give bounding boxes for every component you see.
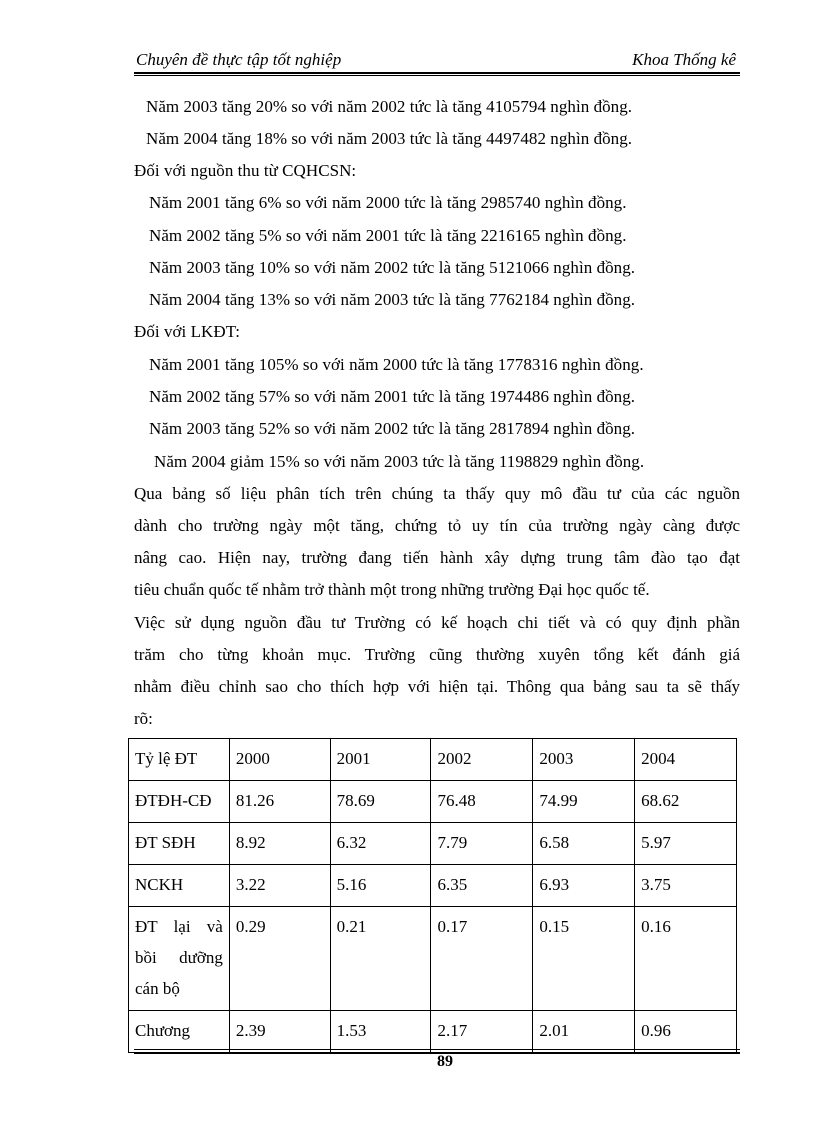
table-cell: 7.79 xyxy=(431,823,533,865)
paragraph-line: nâng cao. Hiện nay, trường đang tiến hành xây dựng trung tâm đào tạo đạt xyxy=(134,548,740,567)
table-row xyxy=(129,907,737,1011)
text-line: Năm 2004 tăng 18% so với năm 2003 tức là tăng 4497482 nghìn đồng. xyxy=(146,129,633,148)
table-header-cell: 2003 xyxy=(533,739,635,781)
table-row xyxy=(129,823,737,865)
table-row xyxy=(129,781,737,823)
table-cell xyxy=(129,907,230,1011)
table-row xyxy=(129,1011,737,1053)
table-cell: 2.01 xyxy=(533,1011,635,1053)
table-cell: ĐTĐH-CĐ xyxy=(129,781,230,823)
table-cell: 81.26 xyxy=(229,781,330,823)
cell-line: bồi dưỡng xyxy=(135,948,223,967)
paragraph-line: dành cho trường ngày một tăng, chứng tỏ uy tín của trường ngày càng được xyxy=(134,516,740,535)
table-cell: 2.17 xyxy=(431,1011,533,1053)
table-cell: 78.69 xyxy=(330,781,431,823)
table-cell: NCKH xyxy=(129,865,230,907)
table-cell: 5.97 xyxy=(635,823,737,865)
text-line: Năm 2002 tăng 57% so với năm 2001 tức là tăng 1974486 nghìn đồng. xyxy=(149,387,636,406)
table-cell: 68.62 xyxy=(635,781,737,823)
table-header-cell: 2004 xyxy=(635,739,737,781)
paragraph-line: Việc sử dụng nguồn đầu tư Trường có kế hoạch chi tiết và có quy định phần xyxy=(134,613,740,632)
paragraph-line: nhằm điều chỉnh sao cho thích hợp với hiện tại. Thông qua bảng sau ta sẽ thấy xyxy=(134,677,740,696)
header-rule xyxy=(134,72,740,74)
section-heading: Đối với LKĐT: xyxy=(134,322,241,341)
table-cell: 1.53 xyxy=(330,1011,431,1053)
table-row xyxy=(129,865,737,907)
header-left-title: Chuyên đề thực tập tốt nghiệp xyxy=(136,50,342,69)
section-heading: Đối với nguồn thu từ CQHCSN: xyxy=(134,161,357,180)
table-cell: 74.99 xyxy=(533,781,635,823)
table-cell: 6.35 xyxy=(431,865,533,907)
paragraph-line: Qua bảng số liệu phân tích trên chúng ta thấy quy mô đầu tư của các nguồn xyxy=(134,484,740,503)
table-cell: 6.58 xyxy=(533,823,635,865)
page-number: 89 xyxy=(437,1053,453,1070)
table-cell: 3.22 xyxy=(229,865,330,907)
page-header xyxy=(134,50,740,72)
header-right-title: Khoa Thống kê xyxy=(632,50,736,69)
table-cell: 0.96 xyxy=(635,1011,737,1053)
text-line: Năm 2004 giảm 15% so với năm 2003 tức là tăng 1198829 nghìn đồng. xyxy=(154,452,645,471)
paragraph-line: rõ: xyxy=(134,709,153,728)
header-rule-thin xyxy=(134,75,740,76)
table-cell: 5.16 xyxy=(330,865,431,907)
investment-ratio-table xyxy=(128,738,737,1053)
table-cell: Chương xyxy=(129,1011,230,1053)
text-line: Năm 2001 tăng 105% so với năm 2000 tức là tăng 1778316 nghìn đồng. xyxy=(149,355,644,374)
text-line: Năm 2001 tăng 6% so với năm 2000 tức là tăng 2985740 nghìn đồng. xyxy=(149,193,627,212)
table-cell: 0.15 xyxy=(533,907,635,1011)
table-cell: 6.32 xyxy=(330,823,431,865)
text-line: Năm 2003 tăng 52% so với năm 2002 tức là tăng 2817894 nghìn đồng. xyxy=(149,419,636,438)
table-cell: 0.29 xyxy=(229,907,330,1011)
footer-rule-thin xyxy=(134,1049,740,1050)
cell-line: ĐT lại và xyxy=(135,917,223,936)
table-cell: 76.48 xyxy=(431,781,533,823)
table-cell: 3.75 xyxy=(635,865,737,907)
table-cell: 8.92 xyxy=(229,823,330,865)
text-line: Năm 2003 tăng 20% so với năm 2002 tức là tăng 4105794 nghìn đồng. xyxy=(146,97,633,116)
text-line: Năm 2004 tăng 13% so với năm 2003 tức là tăng 7762184 nghìn đồng. xyxy=(149,290,636,309)
paragraph-line: tiêu chuẩn quốc tế nhằm trở thành một trong những trường Đại học quốc tế. xyxy=(134,580,650,599)
table-header-cell: Tỷ lệ ĐT xyxy=(129,739,230,781)
table-cell: 6.93 xyxy=(533,865,635,907)
text-line: Năm 2002 tăng 5% so với năm 2001 tức là tăng 2216165 nghìn đồng. xyxy=(149,226,627,245)
table-cell: 0.21 xyxy=(330,907,431,1011)
table-header-cell: 2002 xyxy=(431,739,533,781)
table-cell: ĐT SĐH xyxy=(129,823,230,865)
table-header-cell: 2000 xyxy=(229,739,330,781)
table-cell: 0.17 xyxy=(431,907,533,1011)
cell-line: cán bộ xyxy=(135,979,180,998)
table-header-cell: 2001 xyxy=(330,739,431,781)
paragraph-line: trăm cho từng khoản mục. Trường cũng thường xuyên tổng kết đánh giá xyxy=(134,645,740,664)
table-header-row xyxy=(129,739,737,781)
table-cell: 2.39 xyxy=(229,1011,330,1053)
text-line: Năm 2003 tăng 10% so với năm 2002 tức là tăng 5121066 nghìn đồng. xyxy=(149,258,636,277)
table-cell: 0.16 xyxy=(635,907,737,1011)
